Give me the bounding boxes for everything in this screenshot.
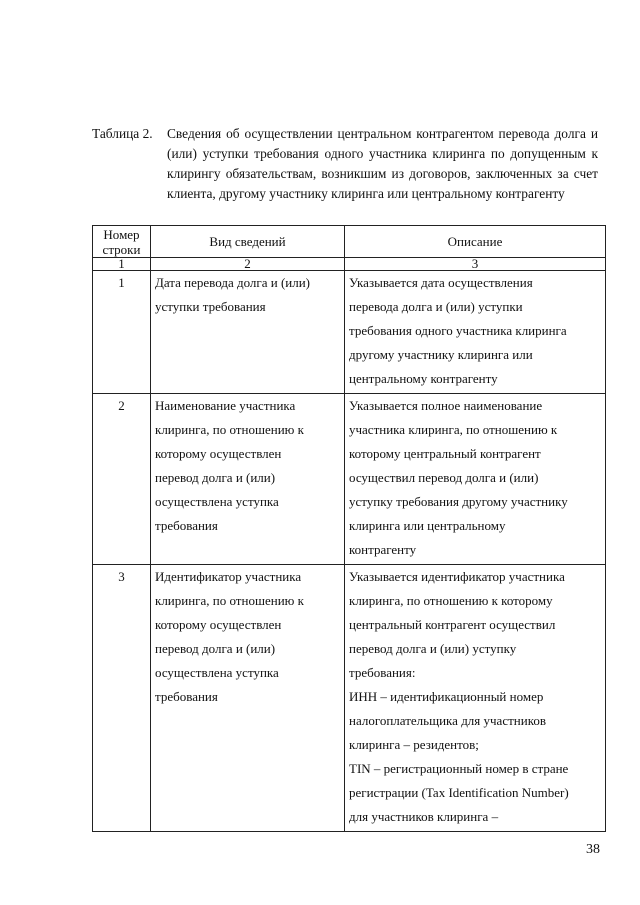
kind-line: клиринга, по отношению к <box>155 593 304 608</box>
description-line: требования одного участника клиринга <box>349 323 567 338</box>
description-line: другому участнику клиринга или <box>349 347 533 362</box>
description-line: Указывается дата осуществления <box>349 275 533 290</box>
description-cell <box>345 271 606 394</box>
description-line: осуществил перевод долга и (или) <box>349 470 539 485</box>
table-header-row <box>93 226 606 258</box>
row-number: 1 <box>93 271 151 394</box>
description-line: клиринга – резидентов; <box>349 737 479 752</box>
header-row-number: Номер строки <box>93 226 151 258</box>
page-number: 38 <box>586 842 600 857</box>
description-line: центральный контрагент осуществил <box>349 617 556 632</box>
description-line: регистрации (Tax Identification Number) <box>349 785 569 800</box>
column-number: 3 <box>345 258 606 271</box>
description-line: участника клиринга, по отношению к <box>349 422 558 437</box>
kind-line: перевод долга и (или) <box>155 470 276 485</box>
description-line: контрагенту <box>349 542 417 557</box>
column-number-row <box>93 258 606 271</box>
description-line: перевод долга и (или) уступку <box>349 641 517 656</box>
description-line: налогоплательщика для участников <box>349 713 546 728</box>
column-number: 2 <box>151 258 345 271</box>
table-caption <box>92 124 598 204</box>
table-caption-label: Таблица 2. <box>92 126 153 141</box>
kind-line: Идентификатор участника <box>155 569 302 584</box>
description-line: TIN – регистрационный номер в стране <box>349 761 569 776</box>
data-table <box>92 225 606 832</box>
description-line: для участников клиринга – <box>349 809 499 824</box>
description-line: перевода долга и (или) уступки <box>349 299 523 314</box>
description-line: Указывается полное наименование <box>349 398 543 413</box>
kind-line: перевод долга и (или) <box>155 641 276 656</box>
table-row <box>93 271 606 394</box>
description-line: которому центральный контрагент <box>349 446 541 461</box>
description-line: уступку требования другому участнику <box>349 494 568 509</box>
description-line: ИНН – идентификационный номер <box>349 689 544 704</box>
description-cell <box>345 394 606 565</box>
description-line: требования: <box>349 665 416 680</box>
table-caption-text: Сведения об осуществлении центральном контрагентом перевода долга и (или) уступки требования одного участника клиринга по допущенным к клирингу обязательствам, возникшим из договоров, заключенных за счет клиента, другому участнику клиринга или центральному контрагенту <box>167 126 598 201</box>
kind-line: Наименование участника <box>155 398 296 413</box>
description-cell <box>345 565 606 832</box>
kind-line: осуществлена уступка <box>155 665 279 680</box>
kind-cell <box>151 565 345 832</box>
kind-line: требования <box>155 518 218 533</box>
row-number: 3 <box>93 565 151 832</box>
row-number: 2 <box>93 394 151 565</box>
kind-line: требования <box>155 689 218 704</box>
column-number: 1 <box>93 258 151 271</box>
table-row <box>93 565 606 832</box>
description-line: центральному контрагенту <box>349 371 498 386</box>
kind-line: которому осуществлен <box>155 617 282 632</box>
description-line: клиринга, по отношению к которому <box>349 593 553 608</box>
description-line: Указывается идентификатор участника <box>349 569 565 584</box>
kind-line: уступки требования <box>155 299 266 314</box>
kind-line: осуществлена уступка <box>155 494 279 509</box>
kind-line: Дата перевода долга и (или) <box>155 275 311 290</box>
kind-cell <box>151 394 345 565</box>
table-row <box>93 394 606 565</box>
kind-cell <box>151 271 345 394</box>
header-description: Описание <box>345 226 606 258</box>
header-kind: Вид сведений <box>151 226 345 258</box>
kind-line: которому осуществлен <box>155 446 282 461</box>
kind-line: клиринга, по отношению к <box>155 422 304 437</box>
description-line: клиринга или центральному <box>349 518 506 533</box>
